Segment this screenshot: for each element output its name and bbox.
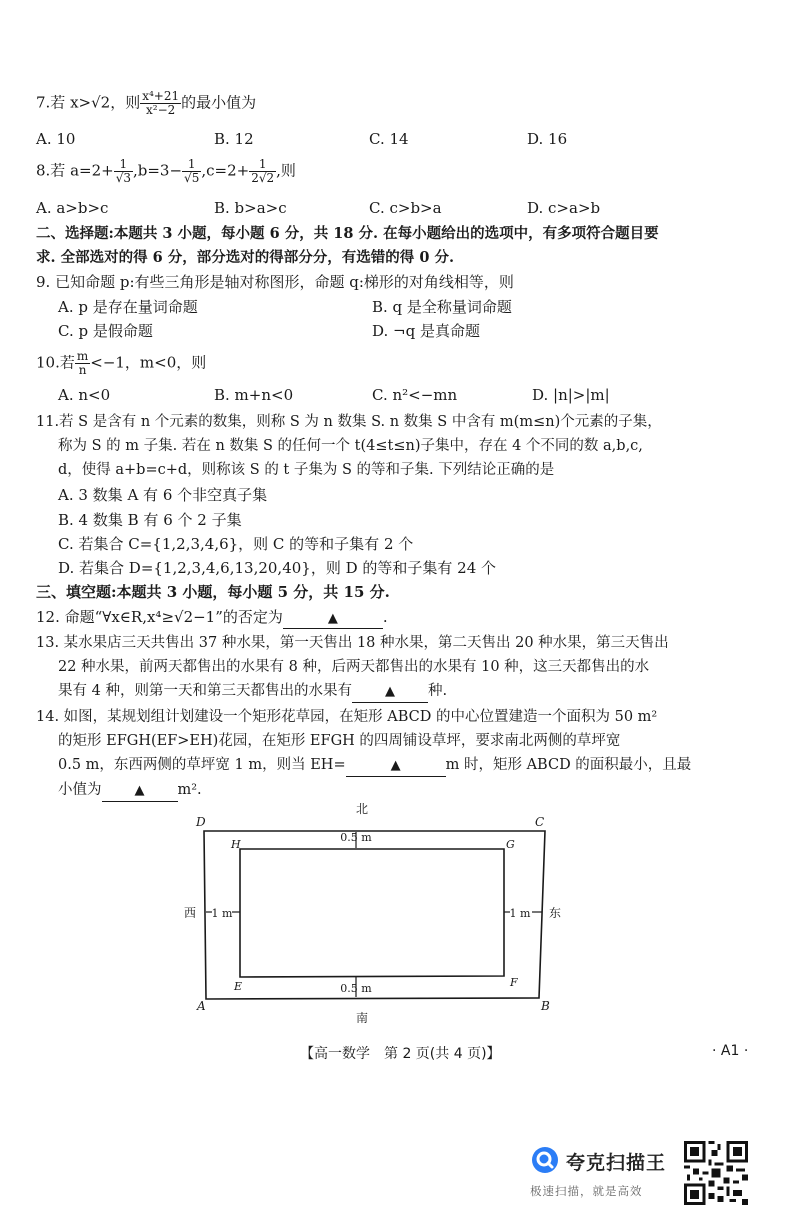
section-3-heading: 三、填空题:本题共 3 小题，每小题 5 分，共 15 分. — [36, 583, 390, 601]
q7-option-d: D. 16 — [527, 130, 568, 148]
q8-frac3-num: 1 — [249, 158, 276, 172]
q10-option-b: B. m+n<0 — [214, 386, 294, 404]
q7-prefix: 7.若 x>√2，则 — [36, 93, 141, 112]
vertex-b: B — [541, 999, 550, 1013]
q9-option-d: D. ¬q 是真命题 — [372, 322, 480, 340]
q7-frac-den: x²−2 — [146, 103, 176, 117]
question-13-line-2: 22 种水果，前两天都售出的水果有 8 种，后两天都售出的水果有 10 种，这三天都售出的水 — [58, 659, 650, 675]
vertex-a: A — [197, 999, 206, 1013]
q8-option-d: D. c>a>b — [527, 199, 601, 217]
section-2-heading: 二、选择题:本题共 3 小题，每小题 6 分，共 18 分. 在每小题给出的选项中，有多项符合题目要 — [36, 225, 659, 242]
width-label-east: 1 m — [509, 907, 531, 920]
q10-prefix: 10.若 — [36, 353, 75, 372]
scanner-watermark — [530, 1143, 680, 1203]
question-11-line-2: 称为 S 的 m 子集. 若在 n 数集 S 的任何一个 t(4≤t≤n)子集中，存在 4 个不同的数 a,b,c, — [58, 438, 643, 454]
q10-option-d: D. |n|>|m| — [532, 386, 610, 404]
watermark-slogan: 极速扫描，就是高效 — [530, 1184, 643, 1198]
vertex-h: H — [231, 838, 241, 851]
q8-part-3: ,c=2+ — [201, 161, 250, 180]
q10-option-a: A. n<0 — [58, 386, 111, 404]
label-north: 北 — [355, 802, 369, 816]
vertex-d: D — [196, 815, 206, 829]
q14-blank1-marker: ▲ — [390, 758, 401, 773]
q8-frac2-den: √5 — [184, 171, 200, 185]
q8-option-b: B. b>a>c — [214, 199, 287, 217]
q8-frac2-num: 1 — [182, 158, 201, 172]
watermark-brand: 夸克扫描王 — [566, 1152, 667, 1174]
vertex-f: F — [510, 976, 518, 989]
q12-suffix: . — [382, 608, 388, 626]
q7-suffix: 的最小值为 — [181, 93, 257, 112]
q8-part-2: ,b=3− — [132, 161, 183, 180]
label-west: 西 — [183, 906, 197, 920]
question-11-line-3: d，使得 a+b=c+d，则称该 S 的 t 子集为 S 的等和子集. 下列结论正确的是 — [58, 462, 555, 478]
q14-line3-prefix: 0.5 m，东西两侧的草坪宽 1 m，则当 EH= — [58, 757, 346, 773]
question-14-line-2: 的矩形 EFGH(EF>EH)花园，在矩形 EFGH 的四周铺设草坪，要求南北两侧的草坪宽 — [58, 733, 621, 749]
q7-option-a: A. 10 — [36, 130, 76, 148]
q13-blank-marker: ▲ — [384, 684, 395, 699]
q8-option-c: C. c>b>a — [369, 199, 442, 217]
paper-code: · A1 · — [712, 1043, 749, 1059]
question-11-line-1: 11.若 S 是含有 n 个元素的数集，则称 S 为 n 数集 S. n 数集 S 中含有 m(m≤n)个元素的子集， — [36, 414, 662, 430]
q8-part-4: ,则 — [276, 161, 296, 180]
outer-rectangle-abcd — [204, 831, 545, 999]
q8-frac1-den: √3 — [115, 171, 131, 185]
page-footer: 【高一数学 第 2 页(共 4 页)】 — [300, 1046, 501, 1062]
label-south: 南 — [355, 1011, 369, 1025]
q8-frac1-num: 1 — [114, 158, 133, 172]
quark-logo-icon — [530, 1145, 560, 1175]
q12-prefix: 12. 命题“∀x∈R,x⁴≥√2−1”的否定为 — [36, 608, 283, 626]
q8-frac3-den: 2√2 — [251, 171, 275, 185]
inner-rectangle-efgh — [240, 849, 504, 977]
qr-code-icon — [684, 1141, 748, 1205]
q10-suffix: <−1，m<0，则 — [90, 353, 207, 372]
vertex-g: G — [506, 838, 515, 851]
q9-option-c: C. p 是假命题 — [58, 322, 153, 340]
q11-option-d: D. 若集合 D={1,2,3,4,6,13,20,40}，则 D 的等和子集有 24 个 — [58, 559, 497, 577]
q8-option-a: A. a>b>c — [36, 199, 109, 217]
question-13-line-1: 13. 某水果店三天共售出 37 种水果，第一天售出 18 种水果，第二天售出 20 种水果，第三天售出 — [36, 635, 669, 651]
q12-blank-marker: ▲ — [327, 611, 338, 626]
q10-option-c: C. n²<−mn — [372, 386, 458, 404]
label-east: 东 — [548, 906, 562, 920]
q13-line3-prefix: 果有 4 种，则第一天和第三天都售出的水果有 — [58, 683, 352, 699]
question-14-line-1: 14. 如图，某规划组计划建设一个矩形花草园，在矩形 ABCD 的中心位置建造一个面积为 50 m² — [36, 709, 658, 725]
q10-frac-num: m — [76, 349, 89, 363]
q7-option-b: B. 12 — [214, 130, 254, 148]
section-2-instructions: 求. 全部选对的得 6 分，部分选对的得部分分，有选错的得 0 分. — [36, 249, 455, 266]
width-label-south: 0.5 m — [340, 982, 372, 995]
q10-frac-den: n — [78, 363, 87, 377]
width-label-north: 0.5 m — [340, 831, 372, 844]
q7-option-c: C. 14 — [369, 130, 409, 148]
q11-option-c: C. 若集合 C={1,2,3,4,6}，则 C 的等和子集有 2 个 — [58, 535, 414, 553]
q13-line3-suffix: 种. — [427, 683, 448, 699]
q9-option-b: B. q 是全称量词命题 — [372, 298, 512, 316]
q14-line4-suffix: m². — [177, 782, 202, 798]
q8-part-1: 8.若 a=2+ — [36, 161, 114, 180]
vertex-c: C — [535, 815, 545, 829]
vertex-e: E — [234, 980, 243, 993]
q9-option-a: A. p 是存在量词命题 — [58, 298, 198, 316]
width-label-west: 1 m — [211, 907, 233, 920]
question-9: 9. 已知命题 p:有些三角形是轴对称图形，命题 q:梯形的对角线相等，则 — [36, 273, 514, 291]
q11-option-a: A. 3 数集 A 有 6 个非空真子集 — [58, 486, 268, 504]
q14-line3-suffix: m 时，矩形 ABCD 的面积最小，且最 — [445, 757, 692, 773]
q11-option-b: B. 4 数集 B 有 6 个 2 子集 — [58, 511, 242, 529]
q14-line4-prefix: 小值为 — [58, 782, 102, 798]
q7-frac-num: x⁴+21 — [142, 89, 180, 103]
q14-blank2-marker: ▲ — [134, 783, 145, 798]
